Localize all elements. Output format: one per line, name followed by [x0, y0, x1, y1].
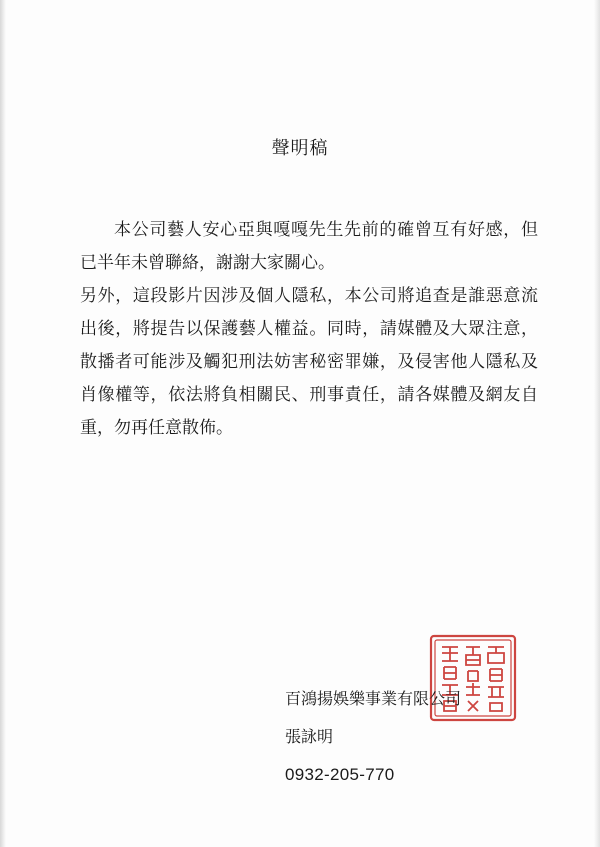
document-body: [80, 214, 538, 445]
page-left-edge: [0, 0, 6, 847]
paragraph-1: 本公司藝人安心亞與嘎嘎先生先前的確曾互有好感，但已半年未曾聯絡，謝謝大家關心。: [80, 220, 538, 273]
paragraph-2: 另外，這段影片因涉及個人隱私，本公司將追查是誰惡意流出後，將提告以保護藝人權益。同時，請媒體及大眾注意，散播者可能涉及觸犯刑法妨害秘密罪嫌，及侵害他人隱私及肖像權等，依法將負相關民、刑事責任，請各媒體及網友自重，勿再任意散佈。: [80, 286, 538, 438]
signature-block: [285, 680, 461, 794]
company-name: 百鴻揚娛樂事業有限公司: [285, 689, 462, 708]
contact-phone: 0932-205-770: [285, 765, 395, 784]
page-right-edge: [594, 0, 600, 847]
document-title: 聲明稿: [271, 138, 329, 159]
signatory-name: 張詠明: [285, 727, 334, 746]
